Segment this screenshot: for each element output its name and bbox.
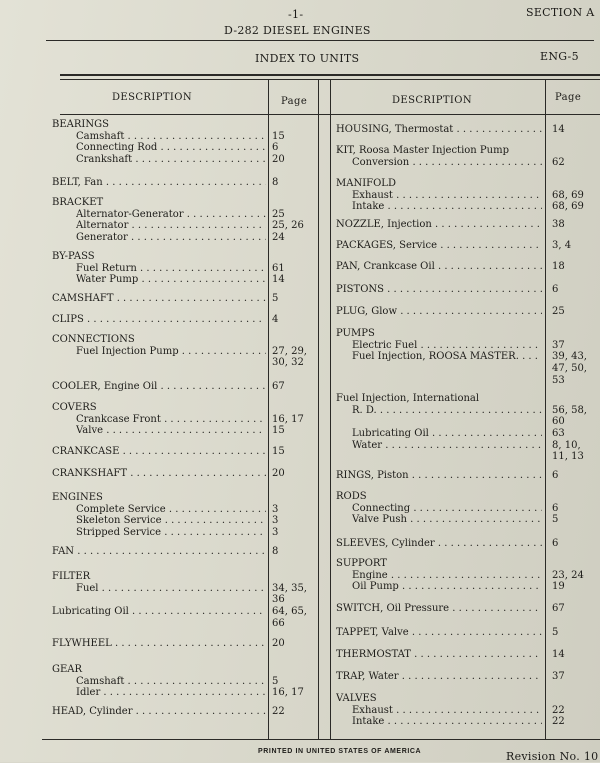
page-number: -1- [288, 8, 304, 21]
index-line [0, 413, 600, 428]
entry-description: Intake . . . [352, 716, 542, 728]
index-entry [0, 693, 600, 728]
revision-label: Revision No. 10 [506, 750, 599, 763]
entry-description: PACKAGES, Service . . . [336, 240, 542, 252]
entry-description: Oil Pump . . . [352, 581, 542, 593]
entry-description: Exhaust . . . [352, 190, 542, 202]
index-line [0, 440, 600, 452]
index-entry [0, 306, 600, 318]
entry-description: Electric Fuel . . . [352, 340, 542, 352]
index-line [0, 375, 600, 387]
entry-page-number: 66 [272, 617, 285, 629]
index-line [0, 470, 600, 482]
index-line [0, 570, 600, 582]
entry-description: Valve Push . . . [352, 514, 542, 526]
index-line [0, 716, 600, 728]
index-title: INDEX TO UNITS [255, 52, 360, 65]
left-description-header: DESCRIPTION [112, 92, 192, 103]
entry-page-number: 64, 65, [272, 606, 307, 617]
entry-page-number: 15 [272, 425, 285, 437]
entry-description: BY-PASS [52, 251, 95, 262]
entry-description: NOZZLE, Injection . . . [336, 219, 542, 231]
entry-description: Valve . . . [76, 425, 266, 437]
entry-description: Stripped Service . . . [76, 527, 266, 539]
entry-description: ENGINES [52, 492, 103, 503]
entry-description: Intake . . . [352, 201, 542, 213]
entry-page-number: 5 [552, 627, 559, 638]
entry-page-number: 6 [552, 538, 559, 549]
entry-page-number: 6 [552, 284, 559, 295]
entry-page-number: 36 [272, 594, 285, 606]
entry-description: Fuel Injection, ROOSA MASTER. . . . [352, 351, 542, 363]
index-line [0, 363, 600, 375]
entry-page-number: 38 [552, 219, 565, 230]
entry-page-number: 20 [272, 638, 285, 649]
entry-description: COVERS [52, 402, 97, 413]
entry-description: Lubricating Oil . . . [352, 428, 542, 440]
right-page-header: Page [555, 92, 582, 103]
entry-description: FILTER [52, 571, 91, 582]
entry-page-number: 20 [272, 154, 285, 166]
entry-page-number: 15 [272, 446, 285, 457]
entry-page-number: 68, 69 [552, 201, 584, 213]
entry-page-number: 3 [272, 503, 279, 515]
entry-description: Generator . . . [76, 232, 266, 244]
index-line [0, 240, 600, 252]
entry-page-number: 3 [272, 515, 279, 527]
entry-description: TAPPET, Valve . . . [336, 627, 542, 639]
document-title: D-282 DIESEL ENGINES [224, 24, 371, 37]
entry-description: Water . . . [352, 440, 542, 452]
entry-description: GEAR [52, 664, 83, 675]
index-line [0, 219, 600, 231]
header-rule [46, 40, 594, 41]
index-line [0, 705, 600, 717]
entry-description: PLUG, Glow . . . [336, 306, 542, 318]
index-line [0, 514, 600, 526]
entry-description: FLYWHEEL . . . [52, 638, 266, 650]
entry-description: BRACKET [52, 197, 104, 208]
entry-page-number: 19 [552, 581, 565, 593]
entry-page-number: 6 [272, 142, 279, 154]
index-line [0, 538, 600, 550]
entry-page-number: 68, 69 [552, 189, 584, 201]
entry-description: PUMPS [336, 328, 375, 339]
entry-page-number: 37 [552, 671, 565, 682]
entry-page-number: 14 [272, 274, 285, 286]
index-entry [0, 649, 600, 661]
index-entry [0, 124, 600, 136]
entry-page-number: 8 [272, 177, 279, 188]
entry-description: MANIFOLD [336, 178, 396, 189]
entry-description: Fuel Injection Pump . . . [76, 346, 266, 358]
table-top-rule [60, 74, 600, 76]
entry-description: Connecting Rod . . . [76, 142, 266, 154]
entry-page-number: 20 [272, 468, 285, 479]
index-line [0, 178, 600, 190]
index-line [0, 393, 600, 405]
entry-description: FAN . . . [52, 546, 266, 558]
index-entry [0, 671, 600, 683]
entry-description: R. D. . . . [352, 405, 542, 417]
entry-description: Complete Service . . . [76, 504, 266, 516]
entry-description: Lubricating Oil . . . [52, 606, 266, 618]
right-description-header: DESCRIPTION [392, 95, 472, 106]
index-line [0, 284, 600, 296]
entry-page-number: 25, 26 [272, 220, 304, 232]
entry-description: Conversion . . . [352, 157, 542, 169]
entry-description: KIT, Roosa Master Injection Pump [336, 145, 509, 156]
entry-page-number: 25 [272, 208, 285, 220]
entry-page-number: 37 [552, 339, 565, 351]
entry-description: CRANKSHAFT . . . [52, 468, 266, 480]
index-line [0, 124, 600, 136]
index-line [0, 428, 600, 440]
index-entry [0, 470, 600, 482]
index-code: ENG-5 [540, 50, 579, 63]
entry-description: SUPPORT [336, 558, 387, 569]
entry-description: Exhaust . . . [352, 705, 542, 717]
index-entry [0, 393, 600, 463]
entry-page-number: 22 [272, 706, 285, 717]
entry-description: Fuel Return . . . [76, 263, 266, 275]
index-line [0, 558, 600, 570]
entry-description: Idler . . . [76, 687, 266, 699]
entry-page-number: 14 [552, 649, 565, 660]
index-entry [0, 261, 600, 273]
entry-description: HOUSING, Thermostat . . . [336, 124, 542, 136]
entry-page-number: 18 [552, 261, 565, 272]
entry-page-number: 5 [272, 675, 279, 687]
entry-page-number: 24 [272, 232, 285, 244]
index-entry [0, 145, 600, 168]
entry-page-number: 60 [552, 416, 565, 428]
index-line [0, 306, 600, 318]
index-entry [0, 219, 600, 231]
left-page-header: Page [281, 96, 308, 107]
entry-page-number: 3, 4 [552, 240, 572, 251]
index-line [0, 603, 600, 615]
entry-description: RODS [336, 491, 367, 502]
entry-description: RINGS, Piston . . . [336, 470, 542, 482]
entry-description: SWITCH, Oil Pressure . . . [336, 603, 542, 615]
index-line [0, 351, 600, 363]
index-line [0, 581, 600, 593]
index-entry [0, 627, 600, 639]
entry-page-number: 67 [552, 603, 565, 614]
index-line [0, 503, 600, 515]
entry-page-number: 22 [552, 716, 565, 728]
entry-description: THERMOSTAT . . . [336, 649, 542, 661]
entry-description: PISTONS . . . [336, 284, 542, 296]
entry-page-number: 4 [272, 314, 279, 325]
index-entry [0, 240, 600, 252]
entry-page-number: 16, 17 [272, 413, 304, 425]
entry-page-number: 27, 29, [272, 345, 307, 357]
index-entry [0, 178, 600, 213]
entry-page-number: 34, 35, [272, 582, 307, 594]
section-label: SECTION A [526, 6, 595, 19]
entry-page-number: 15 [272, 130, 285, 142]
entry-page-number: 56, 58, [552, 404, 587, 416]
index-entry [0, 538, 600, 550]
entry-page-number: 63 [552, 428, 565, 440]
entry-page-number: 61 [272, 262, 285, 274]
entry-page-number: 5 [272, 293, 279, 304]
entry-page-number: 25 [552, 306, 565, 317]
index-line [0, 145, 600, 157]
entry-description: Alternator-Generator . . . [76, 209, 266, 221]
entry-page-number: 23, 24 [552, 569, 584, 581]
entry-description: Camshaft . . . [76, 676, 266, 688]
index-line [0, 405, 600, 417]
entry-page-number: 16, 17 [272, 687, 304, 699]
entry-description: TRAP, Water . . . [336, 671, 542, 683]
entry-page-number: 11, 13 [552, 451, 584, 463]
entry-page-number: 67 [272, 381, 285, 392]
entry-page-number: 8, 10, [552, 439, 581, 451]
entry-page-number: 47, 50, [552, 363, 587, 375]
entry-page-number: 62 [552, 156, 565, 168]
index-entry [0, 328, 600, 386]
index-entry [0, 284, 600, 296]
entry-page-number: 6 [552, 470, 559, 481]
entry-description: Fuel . . . [76, 583, 266, 595]
index-line [0, 491, 600, 503]
entry-description: Fuel Injection, International [336, 393, 480, 404]
entry-page-number: 53 [552, 374, 565, 386]
index-entry [0, 558, 600, 593]
index-entry [0, 491, 600, 526]
index-line [0, 638, 318, 650]
index-line [0, 261, 600, 273]
entry-page-number: 22 [552, 704, 565, 716]
entry-description: Connecting . . . [352, 503, 542, 515]
index-line [0, 527, 318, 539]
entry-page-number: 3 [272, 527, 279, 539]
entry-description: PAN, Crankcase Oil . . . [336, 261, 542, 273]
entry-description: CAMSHAFT . . . [52, 293, 266, 305]
index-entry [0, 638, 318, 650]
index-entry [0, 603, 600, 615]
entry-page-number: 6 [552, 502, 559, 514]
entry-description: SLEEVES, Cylinder . . . [336, 538, 542, 550]
entry-page-number: 30, 32 [272, 357, 304, 369]
entry-description: CRANKCASE . . . [52, 446, 266, 458]
entry-page-number: 5 [552, 514, 559, 526]
entry-description: CONNECTIONS [52, 334, 135, 345]
entry-description: CLIPS . . . [52, 314, 266, 326]
index-line [0, 451, 600, 463]
table-bottom-rule [42, 739, 600, 740]
entry-description: Crankcase Front . . . [76, 414, 266, 426]
index-line [0, 340, 600, 352]
entry-page-number: 8 [272, 546, 279, 557]
entry-description: BEARINGS [52, 119, 109, 130]
entry-page-number: 14 [552, 124, 565, 135]
index-line [0, 201, 600, 213]
entry-page-number: 39, 43, [552, 351, 587, 363]
index-line [0, 627, 600, 639]
printed-note: PRINTED IN UNITED STATES OF AMERICA [258, 748, 422, 755]
entry-description: Alternator . . . [76, 220, 266, 232]
index-line [0, 190, 600, 202]
index-line [0, 693, 600, 705]
index-line [0, 649, 600, 661]
entry-description: VALVES [336, 693, 377, 704]
entry-description: HEAD, Cylinder . . . [52, 706, 266, 718]
index-line [0, 671, 600, 683]
entry-description: Skeleton Service . . . [76, 515, 266, 527]
index-line [0, 157, 600, 169]
index-line [0, 328, 600, 340]
entry-description: Camshaft . . . [76, 131, 266, 143]
entry-description: COOLER, Engine Oil . . . [52, 381, 266, 393]
entry-description: Water Pump . . . [76, 274, 266, 286]
entry-description: Crankshaft . . . [76, 154, 266, 166]
entry-description: BELT, Fan . . . [52, 177, 266, 189]
entry-description: Engine . . . [352, 570, 542, 582]
